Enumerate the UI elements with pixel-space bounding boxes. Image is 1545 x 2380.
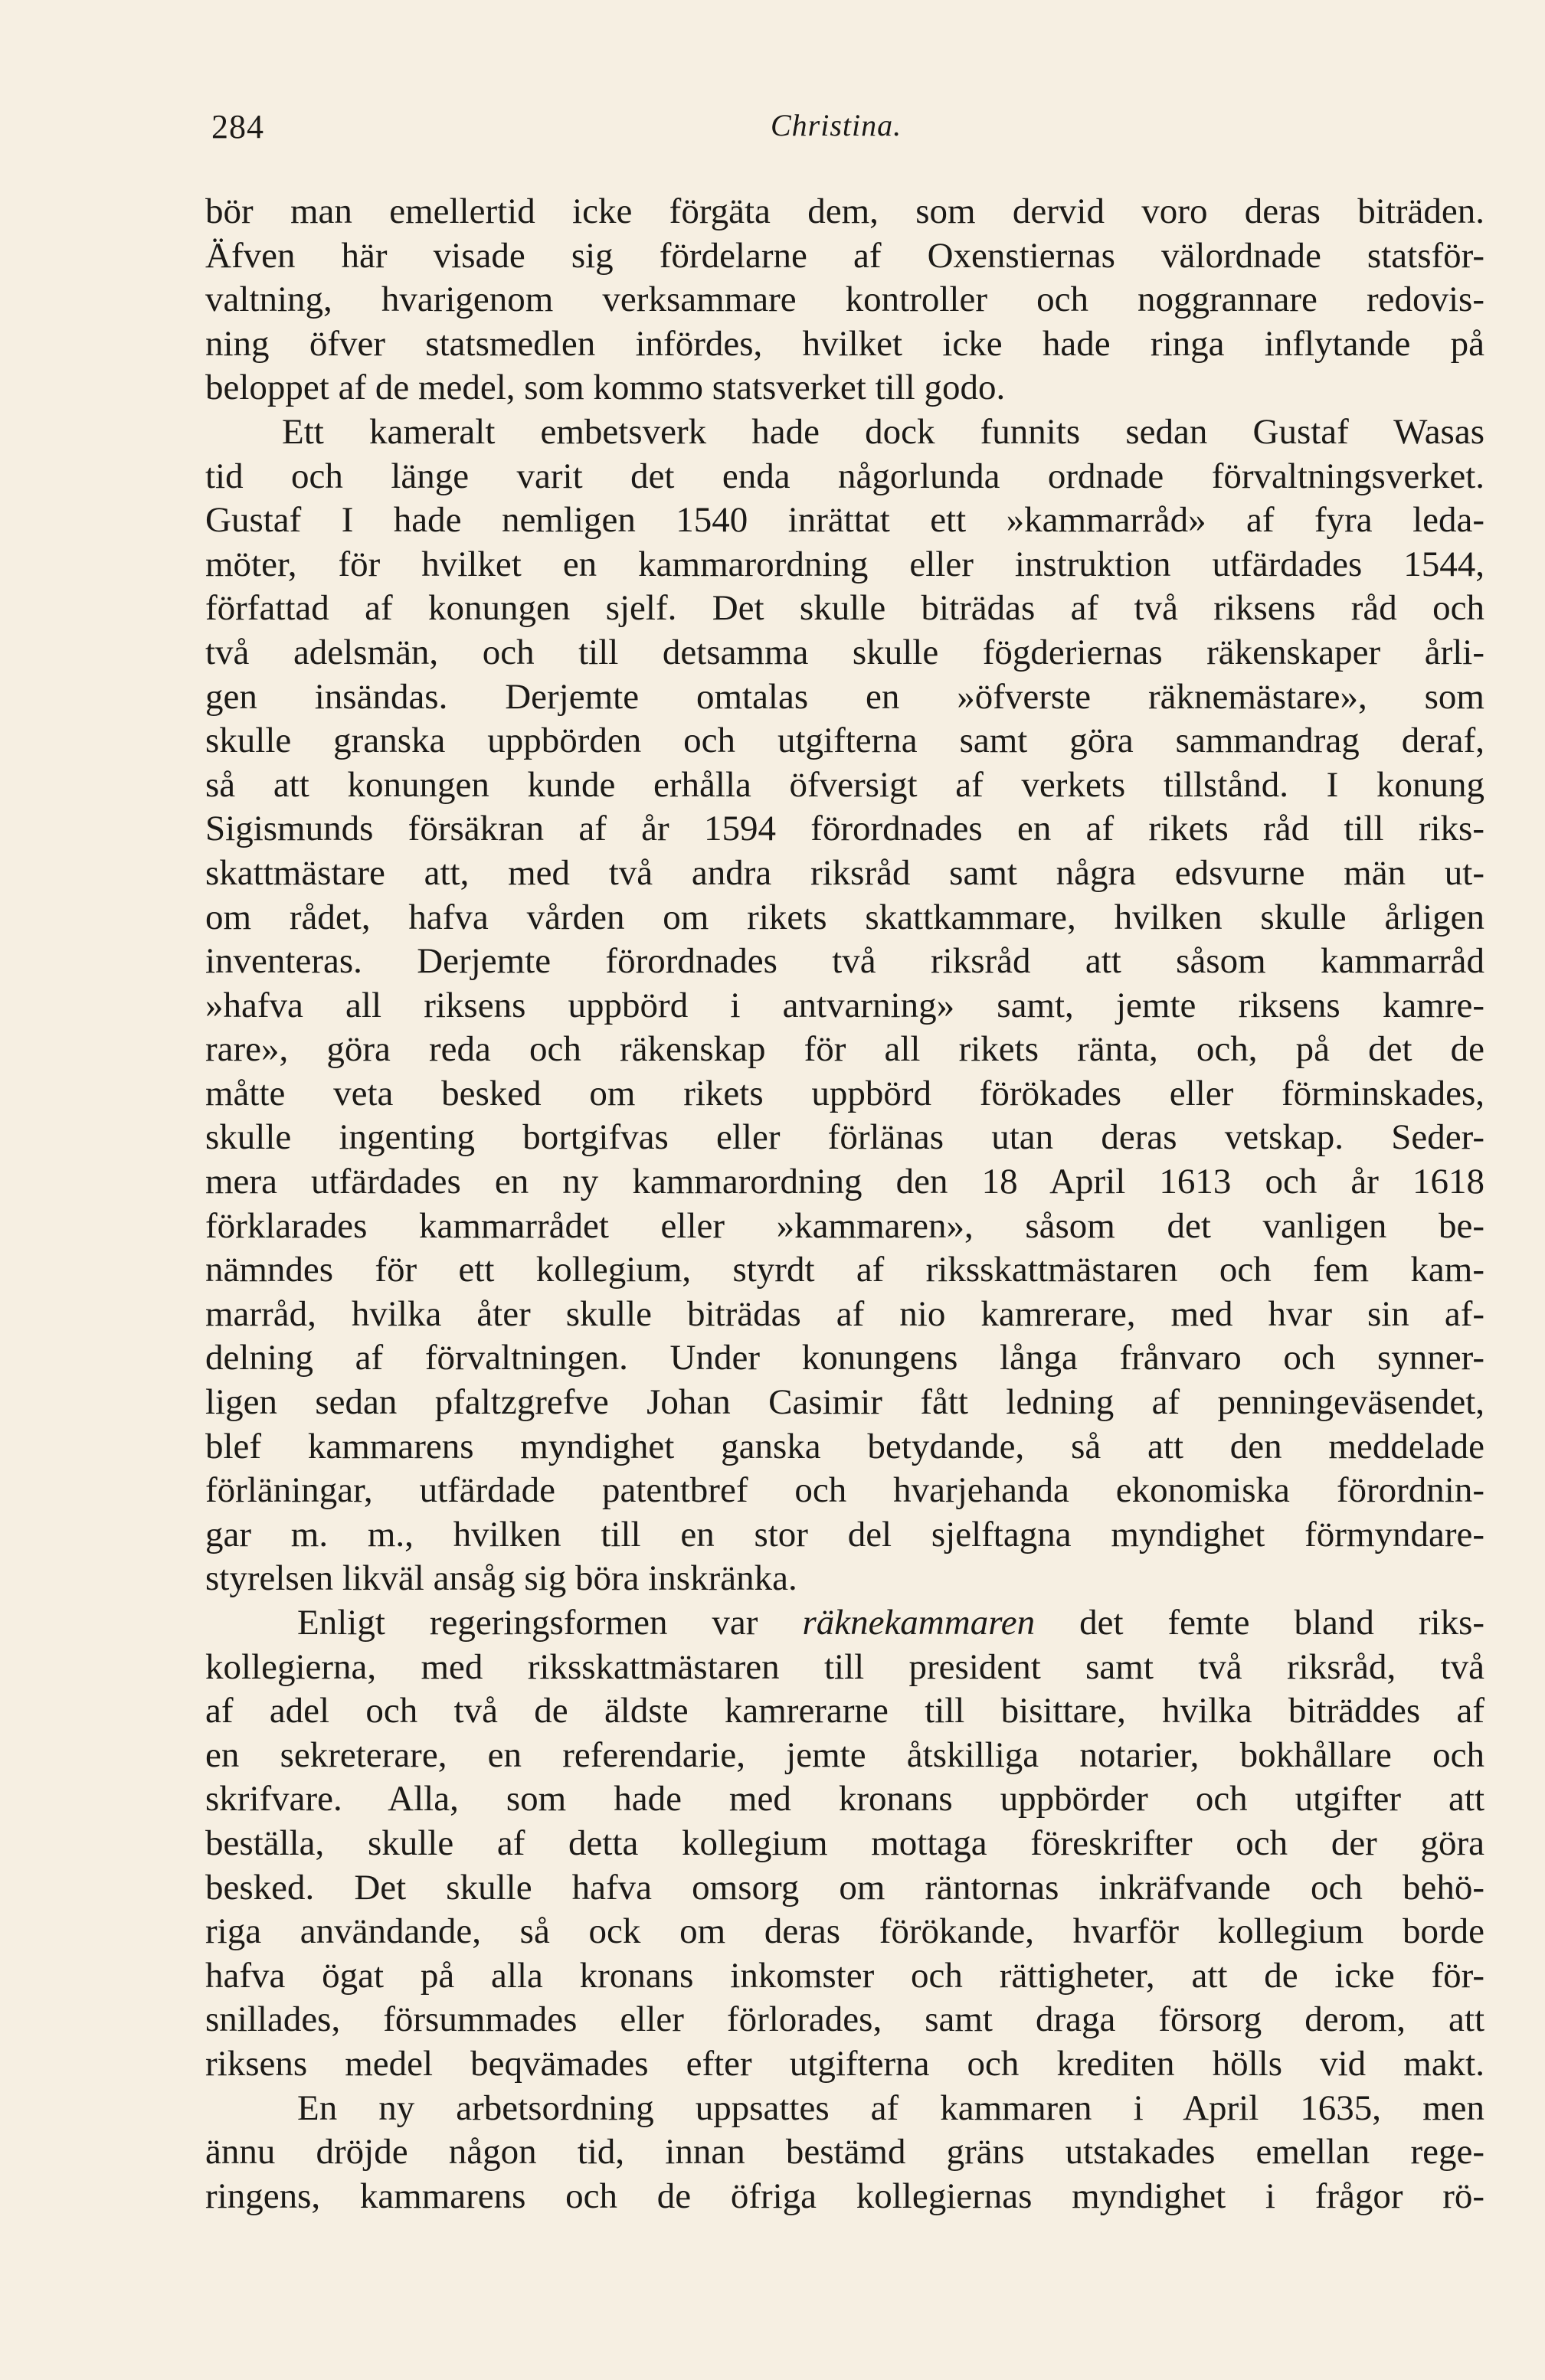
text-line: om rådet, hafva vården om rikets skattkammare, hvilken skulle årligen	[205, 897, 1484, 937]
text-line: förklarades kammarrådet eller »kammaren», såsom det vanligen be-	[205, 1205, 1484, 1246]
text-line: bör man emellertid icke förgäta dem, som dervid voro deras biträden.	[205, 191, 1484, 231]
text-line: tid och länge varit det enda någorlunda ordnade förvaltningsverket.	[205, 456, 1484, 496]
text-line: förläningar, utfärdade patentbref och hvarjehanda ekonomiska förordnin-	[205, 1470, 1484, 1511]
text-line: Ett kameralt embetsverk hade dock funnits sedan Gustaf Wasas	[282, 411, 1484, 452]
text-line: måtte veta besked om rikets uppbörd förökades eller förminskades,	[205, 1073, 1484, 1113]
text-line: besked. Det skulle hafva omsorg om räntornas inkräfvande och behö-	[205, 1867, 1484, 1908]
text-line: marråd, hvilka åter skulle biträdas af nio kamrerare, med hvar sin af-	[205, 1293, 1484, 1334]
text-line: ännu dröjde någon tid, innan bestämd gräns utstakades emellan rege-	[205, 2132, 1484, 2172]
text-line: skrifvare. Alla, som hade med kronans uppbörder och utgifter att	[205, 1779, 1484, 1819]
text-line: beloppet af de medel, som kommo statsverket till godo.	[205, 368, 1006, 408]
page-number: 284	[211, 108, 264, 145]
text-line: så att konungen kunde erhålla öfversigt af verkets tillstånd. I konung	[205, 764, 1484, 805]
text-line: gar m. m., hvilken till en stor del sjelftagna myndighet förmyndare-	[205, 1514, 1484, 1555]
text-line: ringens, kammarens och de öfriga kollegiernas myndighet i frågor rö-	[205, 2176, 1484, 2216]
text-line: kollegierna, med riksskattmästaren till president samt två riksråd, två	[205, 1646, 1484, 1687]
text-line: författad af konungen sjelf. Det skulle biträdas af två riksens råd och	[205, 588, 1484, 629]
text-line: valtning, hvarigenom verksammare kontroller och noggrannare redovis-	[205, 280, 1484, 320]
text-line: Äfven här visade sig fördelarne af Oxenstiernas välordnade statsför-	[205, 235, 1484, 276]
italic-term: räknekammaren	[802, 1603, 1036, 1643]
body-text	[205, 190, 1484, 2218]
text-line: gen insändas. Derjemte omtalas en »öfverste räknemästare», som	[205, 676, 1484, 717]
text-line: »hafva all riksens uppbörd i antvarning» samt, jemte riksens kamre-	[205, 985, 1484, 1025]
text-line: riksens medel beqvämades efter utgifterna och krediten hölls vid makt.	[205, 2043, 1484, 2084]
text-line: delning af förvaltningen. Under konungens långa frånvaro och synner-	[205, 1338, 1484, 1378]
text-line: skattmästare att, med två andra riksråd samt några edsvurne män ut-	[205, 852, 1484, 893]
text-line: inventeras. Derjemte förordnades två riksråd att såsom kammarråd	[205, 941, 1484, 982]
text-segment: det femte bland riks-	[1079, 1603, 1485, 1643]
text-line-mixed	[205, 1601, 1484, 1646]
text-segment: Enligt regeringsformen var	[297, 1603, 758, 1643]
text-line: skulle granska uppbörden och utgifterna samt göra sammandrag deraf,	[205, 721, 1484, 761]
text-line: ligen sedan pfaltzgrefve Johan Casimir fått ledning af penningeväsendet,	[205, 1382, 1484, 1423]
text-line: riga användande, så ock om deras förökande, hvarför kollegium borde	[205, 1911, 1484, 1952]
text-line: en sekreterare, en referendarie, jemte åtskilliga notarier, bokhållare och	[205, 1734, 1484, 1775]
running-title: Christina.	[771, 108, 902, 142]
text-line: Sigismunds försäkran af år 1594 förordnades en af rikets råd till riks-	[205, 809, 1484, 849]
text-line: mera utfärdades en ny kammarordning den 18 April 1613 och år 1618	[205, 1162, 1484, 1202]
text-line: beställa, skulle af detta kollegium mottaga föreskrifter och der göra	[205, 1823, 1484, 1863]
text-line: rare», göra reda och räkenskap för all rikets ränta, och, på det de	[205, 1029, 1484, 1070]
text-line: nämndes för ett kollegium, styrdt af riksskattmästaren och fem kam-	[205, 1250, 1484, 1290]
text-line: ning öfver statsmedlen infördes, hvilket icke hade ringa inflytande på	[205, 323, 1484, 364]
text-line: snillades, försummades eller förlorades, samt draga försorg derom, att	[205, 1999, 1484, 2040]
text-line: af adel och två de äldste kamrerarne till bisittare, hvilka biträddes af	[205, 1691, 1484, 1731]
text-line: blef kammarens myndighet ganska betydande, så att den meddelade	[205, 1426, 1484, 1466]
text-line: möter, för hvilket en kammarordning eller instruktion utfärdades 1544,	[205, 544, 1484, 584]
text-line: Gustaf I hade nemligen 1540 inrättat ett »kammarråd» af fyra leda-	[205, 500, 1484, 541]
text-line: hafva ögat på alla kronans inkomster och rättigheter, att de icke för-	[205, 1955, 1484, 1996]
text-line: skulle ingenting bortgifvas eller förlänas utan deras vetskap. Seder-	[205, 1117, 1484, 1158]
text-line: En ny arbetsordning uppsattes af kammaren i April 1635, men	[297, 2087, 1484, 2128]
text-line: två adelsmän, och till detsamma skulle fögderiernas räkenskaper årli-	[205, 632, 1484, 672]
running-head	[211, 107, 1484, 153]
text-line: styrelsen likväl ansåg sig böra inskränka.	[205, 1558, 797, 1599]
